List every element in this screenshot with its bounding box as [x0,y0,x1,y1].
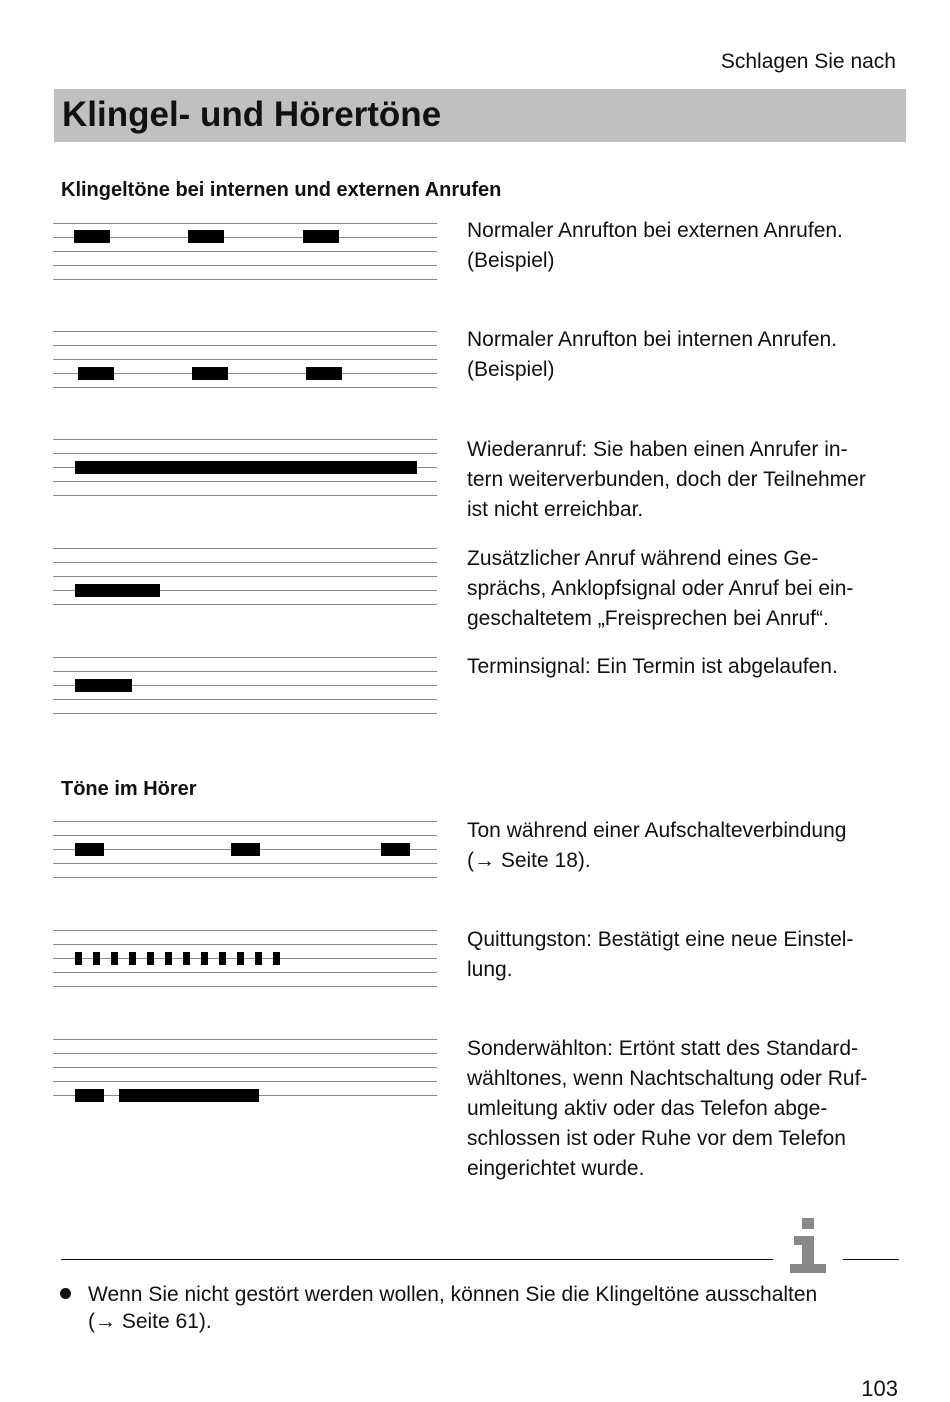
title-bar [54,89,906,142]
page-title: Klingel- und Hörertöne [62,95,442,134]
tone-burst [75,679,132,692]
tone-pattern-special-dial [53,1039,437,1097]
info-divider-right [843,1259,899,1260]
tone-burst [111,952,118,965]
tone-description-additional-call: Zusätzlicher Anruf während eines Ge- sprächs, Anklopfsignal oder Anruf bei ein- geschaltetem „Freisprechen bei Anruf“. [467,547,854,630]
tone-burst [75,1089,104,1102]
tone-burst [306,367,342,380]
page-number: 103 [861,1376,898,1401]
tone-burst [183,952,190,965]
tone-burst [255,952,262,965]
tone-burst [219,952,226,965]
tone-burst [273,952,280,965]
tone-description-internal-call: Normaler Anrufton bei internen Anrufen. (Beispiel) [467,328,838,381]
tone-pattern-callback [53,439,437,497]
tone-pattern-intrusion [53,821,437,879]
tone-burst [119,1089,259,1102]
info-note: Wenn Sie nicht gestört werden wollen, können Sie die Klingeltöne ausschalten (→ Seite 61). [88,1283,818,1333]
tone-burst [75,843,104,856]
tone-burst [93,952,100,965]
tone-burst [75,584,160,597]
tone-description-intrusion: Ton während einer Aufschalteverbindung (→ Seite 18). [467,819,847,872]
tone-burst [381,843,410,856]
tone-description-external-call: Normaler Anrufton bei externen Anrufen. (Beispiel) [467,219,843,272]
tone-description-callback: Wiederanruf: Sie haben einen Anrufer in- tern weiterverbunden, doch der Teilnehmer ist nicht erreichbar. [467,438,866,521]
tone-burst [129,952,136,965]
handset-tones-heading: Töne im Hörer [61,778,197,800]
tone-pattern-internal-call [53,331,437,389]
tone-burst [188,230,224,243]
tone-description-appointment: Terminsignal: Ein Termin ist abgelaufen. [467,655,838,678]
tone-pattern-confirmation [53,930,437,988]
tone-burst [231,843,260,856]
tone-burst [192,367,228,380]
info-icon [786,1214,830,1278]
tone-burst [165,952,172,965]
tone-burst [237,952,244,965]
tone-pattern-additional-call [53,548,437,606]
bullet-point [60,1288,71,1299]
tone-burst [201,952,208,965]
tone-burst [75,461,417,474]
section-label: Schlagen Sie nach [720,50,896,73]
tone-burst [74,230,110,243]
tone-pattern-appointment [53,657,437,715]
info-divider-left [61,1259,773,1260]
tone-burst [303,230,339,243]
tone-burst [78,367,114,380]
tone-description-confirmation: Quittungston: Bestätigt eine neue Einstel- lung. [467,928,854,981]
tone-pattern-external-call [53,223,437,281]
tone-burst [75,952,82,965]
tone-description-special-dial: Sonderwählton: Ertönt statt des Standard- wähltones, wenn Nachtschaltung oder Ruf- umleitung aktiv oder das Telefon abge- schlossen ist oder Ruhe vor dem Telefon eingerichtet wurde. [467,1037,868,1180]
ring-tones-heading: Klingeltöne bei internen und externen Anrufen [61,179,502,201]
tone-burst [147,952,154,965]
